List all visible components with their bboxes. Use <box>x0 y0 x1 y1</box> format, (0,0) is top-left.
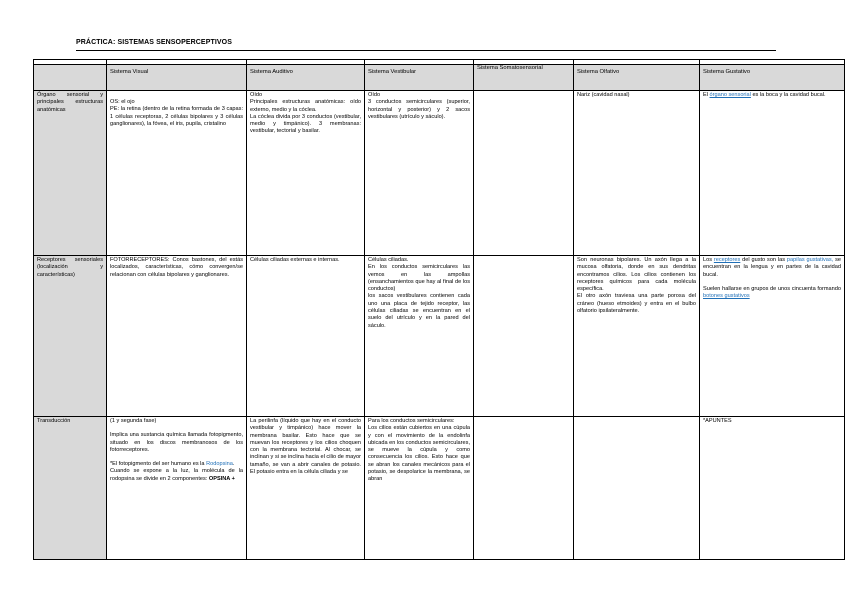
cell-text: se encuentran en la lengua y en partes de la cavidad bucal. <box>703 257 841 278</box>
cell-text: *El fotopigmento del ser humano es la <box>110 461 207 468</box>
senses-table <box>33 59 845 560</box>
cell-receptores-vestibular <box>365 256 474 417</box>
cell-organo-vestibular <box>365 91 474 256</box>
row-label-organo: Órgano sensorial y principales estructuras anatómicas <box>34 91 107 256</box>
cell-text: Suelen hallarse en grupos de unos cincuenta formando <box>703 285 841 292</box>
papilas-gustativas-text: papilas gustativas, <box>786 257 834 263</box>
organo-sensorial-link[interactable]: órgano sensorial <box>709 92 751 98</box>
cell-text <box>703 286 841 301</box>
header-auditivo: Sistema Auditivo <box>247 65 365 91</box>
cell-text <box>110 468 243 483</box>
cell-organo-visual <box>107 91 247 256</box>
cell-transduccion-auditivo: La perilinfa (líquido que hay en el conducto vestibular y timpánico) hace mover la membrana basilar. Esto hace que se muevan los receptores y los cilios choquen con la membrana tectorial. Al chocar, se inclinan y si se inclina hacia el cilio de mayor tamaño, se van a abrir canales de potasio. El potasio entra en la célula ciliada y se <box>247 417 365 560</box>
table-row-organo <box>34 91 845 256</box>
cell-organo-olfativo: Nariz (cavidad nasal) <box>574 91 700 256</box>
cell-text: Para los conductos semicirculares: <box>368 418 455 424</box>
header-visual: Sistema Visual <box>107 65 247 91</box>
cell-text: 3 conductos semicirculares (superior, horizontal y posterior) y 2 sacos vestibulares (utrículo y sáculo). <box>368 99 470 120</box>
cell-text: Principales estructuras anatómicas: oído externo, medio y la cóclea. <box>250 99 361 113</box>
row-label-receptores: Receptores sensoriales (localización y características) <box>34 256 107 417</box>
cell-receptores-auditivo: Células ciliadas externas e internas. <box>247 256 365 417</box>
cell-receptores-gustativo <box>700 256 845 417</box>
header-somatosensorial: Sistema Somatosensorial <box>474 65 574 91</box>
cell-transduccion-vestibular <box>365 417 474 560</box>
cell-text <box>703 257 841 279</box>
cell-text: OS: el ojo <box>110 99 135 105</box>
rodopsina-text: Rodopsina <box>206 461 233 468</box>
table-header-row <box>34 65 845 91</box>
table-row-transduccion <box>34 417 845 560</box>
receptores-link[interactable]: receptores <box>713 257 741 263</box>
title-underline <box>76 50 776 51</box>
cell-text: Los cilios están cubiertos en una cúpula y con el movimiento de la endolinfa ubicada en los conductos semicirculares, se mueve la cúpula y como consecuencia los cilios. Esto hace que se abran los canales mecánicos para el potasio, se despolarice la membrana, se abran <box>368 425 470 483</box>
cell-receptores-visual: FOTORRECEPTORES: Conos bastones, del estás localizados, características, cómo convergen/se relacionan con células bipolares y ganglionares. <box>107 256 247 417</box>
cell-organo-gustativo <box>700 91 845 256</box>
table-row-receptores <box>34 256 845 417</box>
cell-text: Células ciliadas. <box>368 257 409 263</box>
cell-text: es la boca y la cavidad bucal. <box>750 92 826 98</box>
cell-text: La cóclea divida por 3 conductos (vestibular, medio y timpánico). 3 membranas: vestibular, tectorial y basilar. <box>250 113 361 135</box>
cell-text: Implica una sustancia química llamada fotopigmento, situado en los discos membranosos de los fotorreceptores. <box>110 432 243 453</box>
cell-text <box>110 461 243 468</box>
header-vestibular: Sistema Vestibular <box>365 65 474 91</box>
header-olfativo: Sistema Olfativo <box>574 65 700 91</box>
cell-text: PE: la retina (dentro de la retina formada de 3 capas: 1 células receptoras, 2 células bipolares y 3 células ganglionares), la fóvea, el iris, pupila, cristalino <box>110 106 243 127</box>
cell-text: Oído <box>368 92 381 98</box>
cell-organo-somatosensorial <box>474 91 574 256</box>
botones-gustativos-link[interactable]: botones gustativos <box>703 293 750 300</box>
cell-organo-auditivo <box>247 91 365 256</box>
cell-transduccion-olfativo <box>574 417 700 560</box>
header-corner <box>34 65 107 91</box>
cell-text: El otro axón traviesa una parte porosa del cráneo (hueso etmoides) y entra en el bulbo olfatorio ipsilateralmente. <box>577 293 696 315</box>
cell-text: Oído <box>250 92 263 98</box>
opsina-text: OPSINA + <box>208 475 235 482</box>
cell-text: Son neuronas bipolares. Un axón llega a la mucosa olfatoria, donde en sus dendritas encontramos cilios. Los cilios contienen los receptores químicos para cada molécula específica. <box>577 257 696 293</box>
cell-text: los sacos vestibulares contienen cada uno una placa de tejido receptor, las células ciliadas se encuentran en el suelo del utrículo y en la pared del sáculo. <box>368 293 470 329</box>
cell-receptores-somatosensorial <box>474 256 574 417</box>
cell-receptores-olfativo <box>574 256 700 417</box>
cell-text: El <box>703 92 710 98</box>
cell-transduccion-somatosensorial <box>474 417 574 560</box>
cell-text: En los conductos semicirculares las vemos en las ampollas (ensanchamientos que hay al final de los conductos) <box>368 264 470 293</box>
cell-text: Los <box>703 257 714 263</box>
header-gustativo: Sistema Gustativo <box>700 65 845 91</box>
cell-text: (1 y segunda fase) <box>110 418 157 424</box>
cell-text: Cuando se expone a la luz, la molécula de la rodopsina se divide en 2 componentes: <box>110 468 243 482</box>
document-title: PRÁCTICA: SISTEMAS SENSOPERCEPTIVOS <box>76 39 232 46</box>
cell-text: del gusto son las <box>740 257 787 263</box>
cell-text: . <box>232 461 235 468</box>
cell-transduccion-gustativo: *APUNTES <box>700 417 845 560</box>
cell-transduccion-visual <box>107 417 247 560</box>
row-label-transduccion: Transducción <box>34 417 107 560</box>
